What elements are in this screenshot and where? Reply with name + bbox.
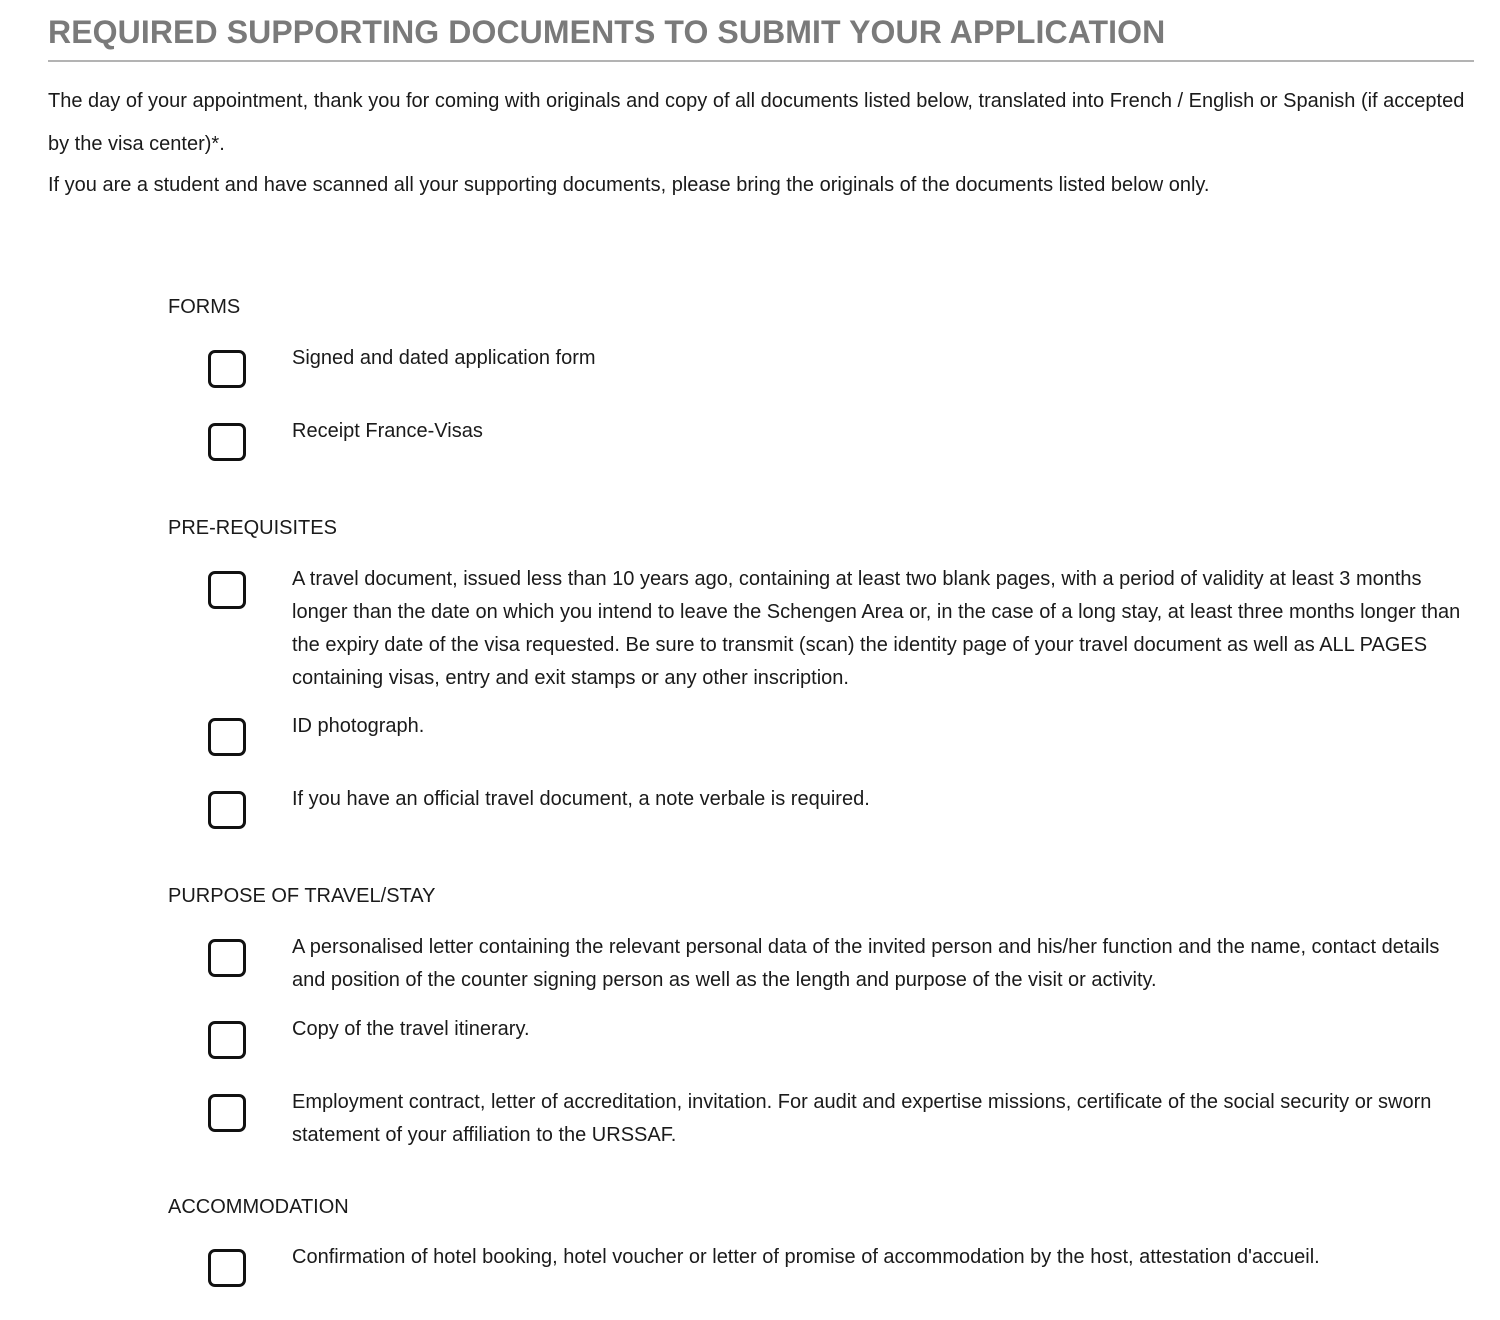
checklist-item-label: Receipt France-Visas xyxy=(292,420,483,442)
checkbox[interactable] xyxy=(208,1094,246,1132)
checkbox[interactable] xyxy=(208,350,246,388)
checklist-item-label: Employment contract, letter of accreditation, invitation. For audit and expertise missions, certificate of the social security or sworn statement of your affiliation to the URSSAF. xyxy=(292,1091,1432,1146)
checkbox[interactable] xyxy=(208,571,246,609)
section-heading-pre-requisites: PRE-REQUISITES xyxy=(168,517,337,539)
checkbox[interactable] xyxy=(208,939,246,977)
checkbox[interactable] xyxy=(208,1249,246,1287)
checklist-item-label: If you have an official travel document, a note verbale is required. xyxy=(292,788,870,810)
checkbox[interactable] xyxy=(208,1021,246,1059)
intro-paragraph-originals: The day of your appointment, thank you for coming with originals and copy of all documents listed below, translated into French / English or Spanish (if accepted by the visa center)*. xyxy=(48,90,1465,155)
section-heading-purpose-of-travel: PURPOSE OF TRAVEL/STAY xyxy=(168,885,436,907)
checklist-item-label: A personalised letter containing the relevant personal data of the invited person and his/her function and the name, contact details and position of the counter signing person as well as the length and purpose of the visit or activity. xyxy=(292,936,1440,991)
checkbox[interactable] xyxy=(208,423,246,461)
intro-paragraph-students: If you are a student and have scanned all your supporting documents, please bring the originals of the documents listed below only. xyxy=(48,174,1210,196)
section-heading-forms: FORMS xyxy=(168,296,241,318)
title-divider xyxy=(48,60,1474,62)
checklist-item-label: Copy of the travel itinerary. xyxy=(292,1018,530,1040)
checkbox[interactable] xyxy=(208,718,246,756)
checklist-item-label: Confirmation of hotel booking, hotel voucher or letter of promise of accommodation by the host, attestation d'accueil. xyxy=(292,1246,1320,1268)
checkbox[interactable] xyxy=(208,791,246,829)
checklist-item-label: Signed and dated application form xyxy=(292,347,596,369)
checklist-item-label: A travel document, issued less than 10 years ago, containing at least two blank pages, with a period of validity at least 3 months longer than the date on which you intend to leave the Schengen Area or, in the case of a long stay, at least three months longer than the expiry date of the visa requested. Be sure to transmit (scan) the identity page of your travel document as well as ALL PAGES containing visas, entry and exit stamps or any other inscription. xyxy=(292,568,1461,689)
section-heading-accommodation: ACCOMMODATION xyxy=(168,1196,349,1218)
page-title: REQUIRED SUPPORTING DOCUMENTS TO SUBMIT YOUR APPLICATION xyxy=(48,14,1166,50)
checklist-item-label: ID photograph. xyxy=(292,715,425,737)
